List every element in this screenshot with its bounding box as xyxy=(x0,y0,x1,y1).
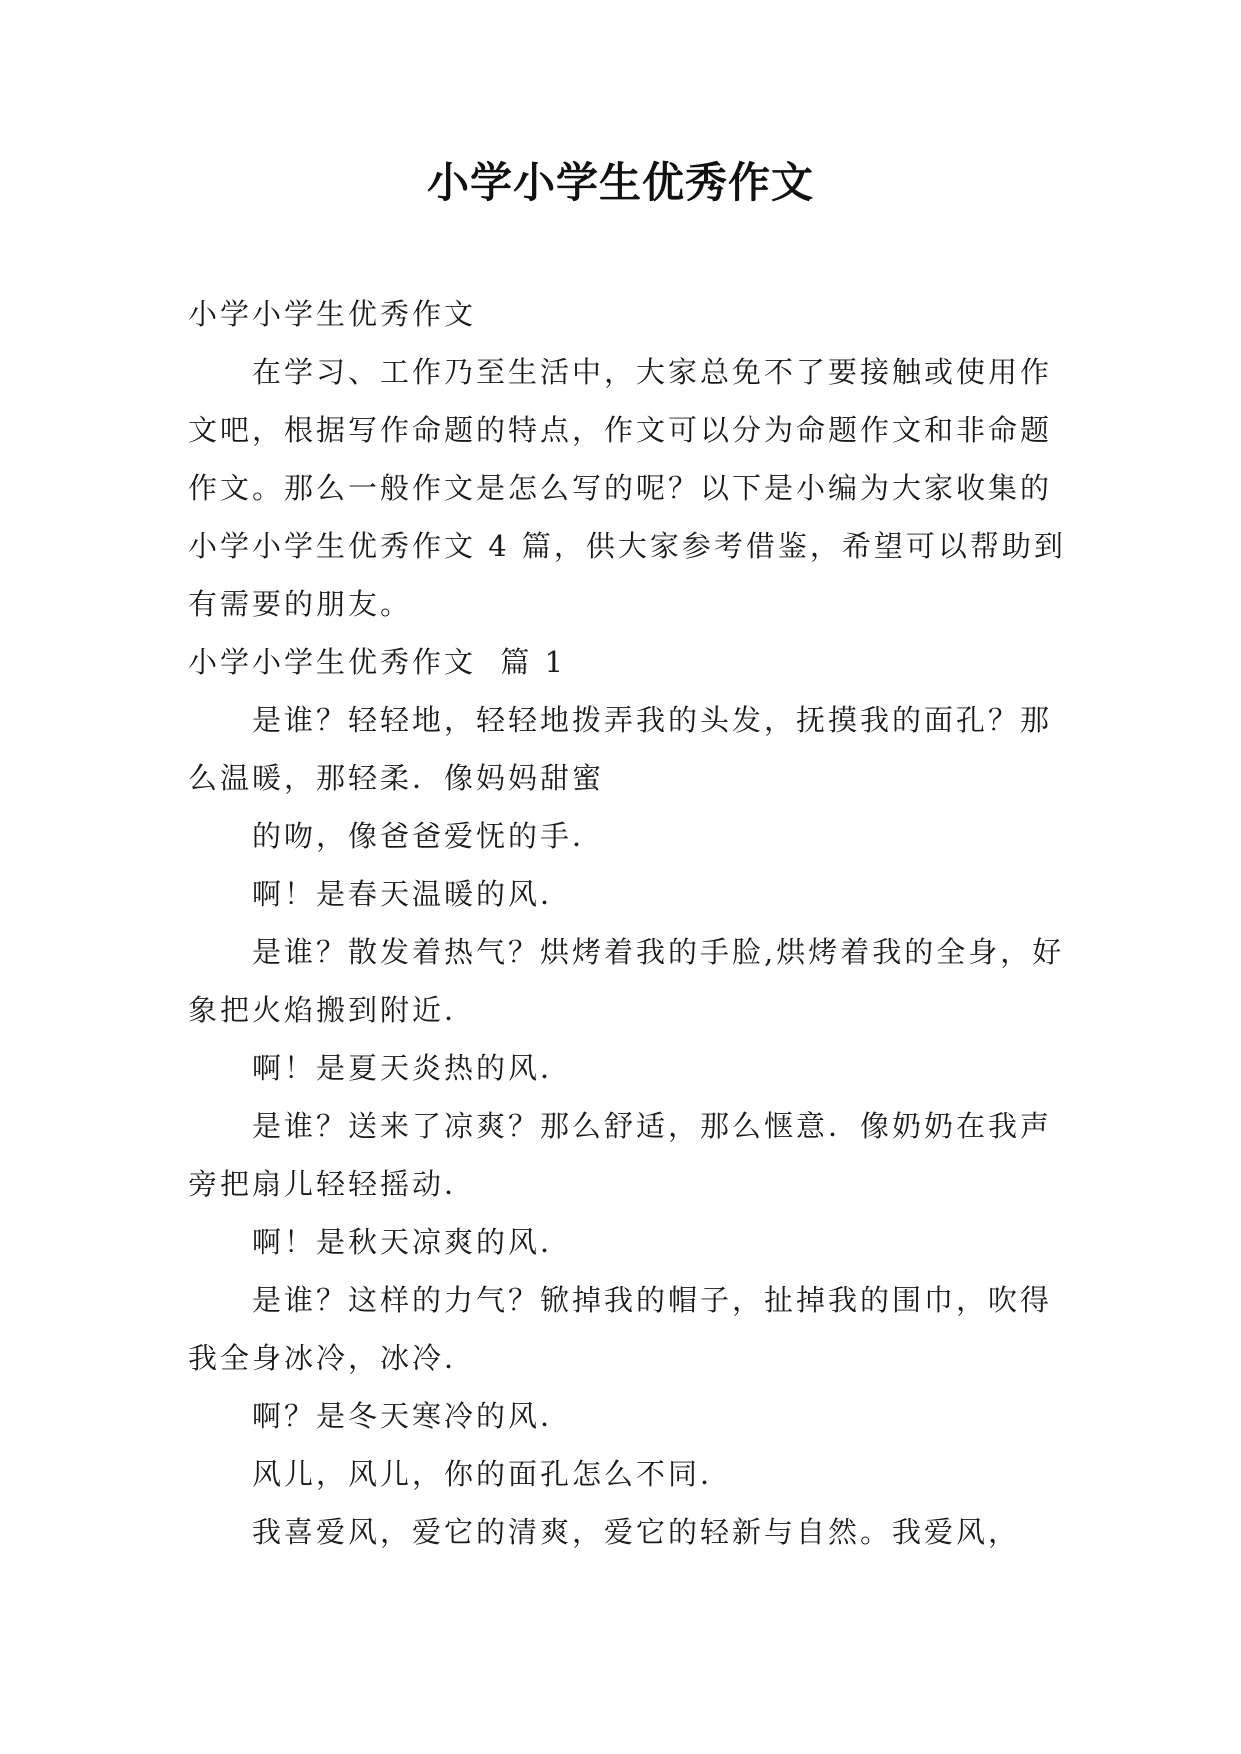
body-paragraph: 啊！是夏天炎热的风． xyxy=(252,1051,573,1085)
body-paragraph: 的吻，像爸爸爱怃的手． xyxy=(252,819,605,853)
body-paragraph: 风儿，风儿，你的面孔怎么不同． xyxy=(252,1457,733,1491)
body-paragraph: 是谁？轻轻地，轻轻地拨弄我的头发，抚摸我的面孔？那么温暖，那轻柔．像妈妈甜蜜 xyxy=(188,703,1053,795)
body-paragraph: 啊？是冬天寒冷的风． xyxy=(252,1399,573,1433)
subtitle-line: 小学小学生优秀作文 xyxy=(188,297,477,331)
body-paragraph: 啊！是秋天凉爽的风． xyxy=(252,1225,573,1259)
body-paragraph: 是谁？这样的力气？锨掉我的帽子，扯掉我的围巾，吹得我全身冰冷，冰冷． xyxy=(188,1283,1053,1375)
section-heading: 小学小学生优秀作文 篇 1 xyxy=(188,645,567,679)
body-paragraph: 是谁？散发着热气？烘烤着我的手脸,烘烤着我的全身，好象把火焰搬到附近． xyxy=(188,935,1065,1027)
document-body xyxy=(188,285,1068,1561)
document-title: 小学小学生优秀作文 xyxy=(426,158,814,207)
body-paragraph: 啊！是春天温暖的风． xyxy=(252,877,573,911)
body-paragraph: 我喜爱风，爱它的清爽，爱它的轻新与自然。我爱风， xyxy=(252,1515,1021,1549)
intro-paragraph: 在学习、工作乃至生活中，大家总免不了要接触或使用作文吧，根据写作命题的特点，作文可以分为命题作文和非命题作文。那么一般作文是怎么写的呢？以下是小编为大家收集的小学小学生优秀作文 4 篇，供大家参考借鉴，希望可以帮助到有需要的朋友。 xyxy=(188,355,1066,621)
body-paragraph: 是谁？送来了凉爽？那么舒适，那么惬意．像奶奶在我声旁把扇儿轻轻摇动． xyxy=(188,1109,1053,1201)
